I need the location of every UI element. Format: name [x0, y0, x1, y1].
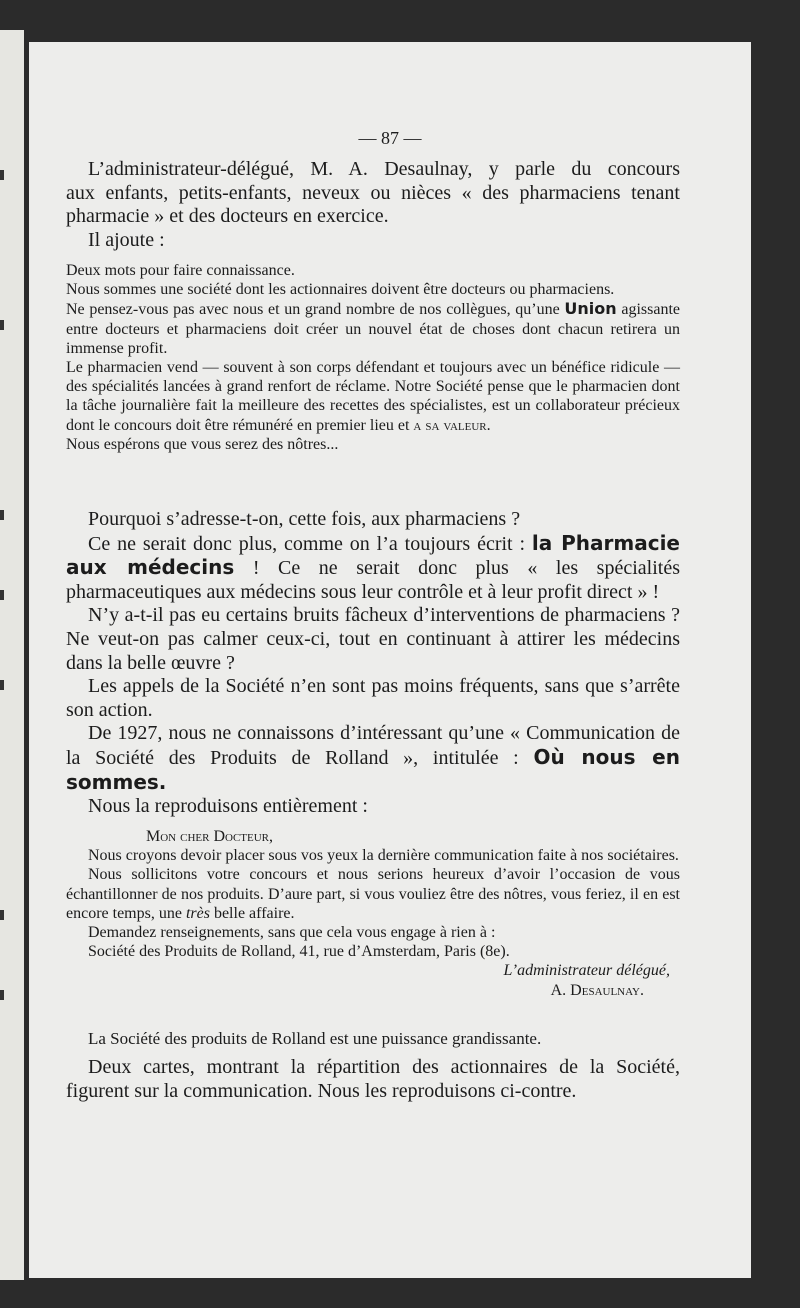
- quote-paragraph: Nous sommes une société dont les actionnaires doivent être docteurs ou pharmaciens.: [66, 281, 615, 299]
- quotation-letter-1: [66, 261, 680, 454]
- italic-word: très: [185, 904, 210, 922]
- document-page: [29, 42, 751, 1278]
- body-paragraph: [66, 722, 680, 795]
- quote-text: agissante entre docteurs et pharmaciens doit créer un nouvel état de choses dont chacun retirera un immense profit.: [66, 301, 680, 357]
- body-text: ! Ce ne serait donc plus « les spécialités pharmaceutiques aux médecins sous leur contrôle et à leur profit direct » !: [66, 557, 680, 603]
- letter-paragraph: Demandez renseignements, sans que cela vous engage à rien à :: [88, 924, 496, 942]
- edge-mark: [0, 510, 4, 520]
- intro-line: L’administrateur-délégué, M. A. Desaulnay, y parle du concours: [88, 158, 680, 180]
- quote-paragraph: Deux mots pour faire connaissance.: [66, 262, 295, 279]
- closing-statement: [66, 1029, 680, 1049]
- bold-phrase: la Pharmacie aux médecins: [66, 530, 680, 580]
- letter-salutation: Mon cher Docteur,: [146, 828, 274, 845]
- quote-text: Le pharmacien vend — souvent à son corps défendant et toujours avec un bénéfice ridicule — des spécialités lancées à grand renfort de réclame. Notre Société pense que le pharmacien dont la tâche journalière fait la meilleure des recettes des spécialistes, est un collaborateur précieux dont le concours doit être rémunéré en premier lieu et: [66, 359, 680, 434]
- letter-paragraph: Nous croyons devoir placer sous vos yeux la dernière communication faite à nos sociétaires.: [88, 847, 679, 865]
- letter-paragraph: [66, 865, 680, 923]
- letter-address: Société des Produits de Rolland, 41, rue d’Amsterdam, Paris (8e).: [88, 943, 510, 961]
- edge-mark: [0, 590, 4, 600]
- quote-paragraph: [66, 299, 680, 358]
- closing-section: [66, 1056, 680, 1103]
- edge-mark: [0, 320, 4, 330]
- edge-mark: [0, 170, 4, 180]
- page-number: — 87 —: [358, 128, 422, 148]
- closing-paragraph: La Société des produits de Rolland est une puissance grandissante.: [88, 1029, 542, 1048]
- edge-mark: [0, 680, 4, 690]
- letter-text: belle affaire.: [209, 904, 295, 922]
- intro-paragraph: [66, 158, 680, 252]
- intro-line: Il ajoute :: [88, 228, 165, 251]
- union-emphasis: Union: [564, 299, 617, 319]
- body-paragraph: Les appels de la Société n’en sont pas moins fréquents, sans que s’arrête son action.: [66, 675, 680, 721]
- body-section: [66, 508, 680, 819]
- edge-mark: [0, 990, 4, 1000]
- quote-text: .: [486, 416, 491, 434]
- body-text: De 1927, nous ne connaissons d’intéressant qu’une « Communication de la Société des Produits de Rolland », intitulée :: [66, 722, 680, 769]
- body-text: Ce ne serait donc plus, comme on l’a toujours écrit :: [88, 532, 532, 555]
- quote-paragraph: [66, 358, 680, 435]
- quote-text: Ne pensez-vous pas avec nous et un grand nombre de nos collègues, qu’une: [66, 301, 565, 319]
- edge-mark: [0, 910, 4, 920]
- small-caps-text: a sa valeur: [413, 416, 487, 434]
- quote-paragraph: Nous espérons que vous serez des nôtres...: [66, 435, 339, 453]
- body-paragraph: N’y a-t-il pas eu certains bruits fâcheux d’interventions de pharmaciens ? Ne veut-on pas calmer ceux-ci, tout en continuant à attirer les médecins dans la belle œuvre ?: [66, 604, 680, 674]
- signature-title: L’administrateur délégué,: [503, 962, 670, 980]
- quotation-letter-2: [66, 827, 680, 1000]
- closing-paragraph: Deux cartes, montrant la répartition des actionnaires de la Société, figurent sur la communication. Nous les reproduisons ci-contre.: [66, 1056, 680, 1102]
- intro-line: pharmacie » et des docteurs en exercice.: [66, 205, 389, 228]
- intro-line: aux enfants, petits-enfants, neveux ou nièces « des pharmaciens tenant: [66, 181, 680, 204]
- body-paragraph: Pourquoi s’adresse-t-on, cette fois, aux pharmaciens ?: [88, 508, 521, 530]
- bold-title: Où nous en sommes.: [66, 744, 680, 794]
- signature-name: A. Desaulnay.: [550, 981, 644, 999]
- body-paragraph: [66, 532, 680, 605]
- adjacent-page-edge: [0, 30, 24, 1280]
- letter-text: Nous sollicitons votre concours et nous serions heureux d’avoir l’occasion de vous échantillonner de nos produits. D’aure part, si vous vouliez être des nôtres, vous feriez, il en est encore temps, une: [66, 866, 680, 922]
- body-paragraph: Nous la reproduisons entièrement :: [88, 795, 368, 818]
